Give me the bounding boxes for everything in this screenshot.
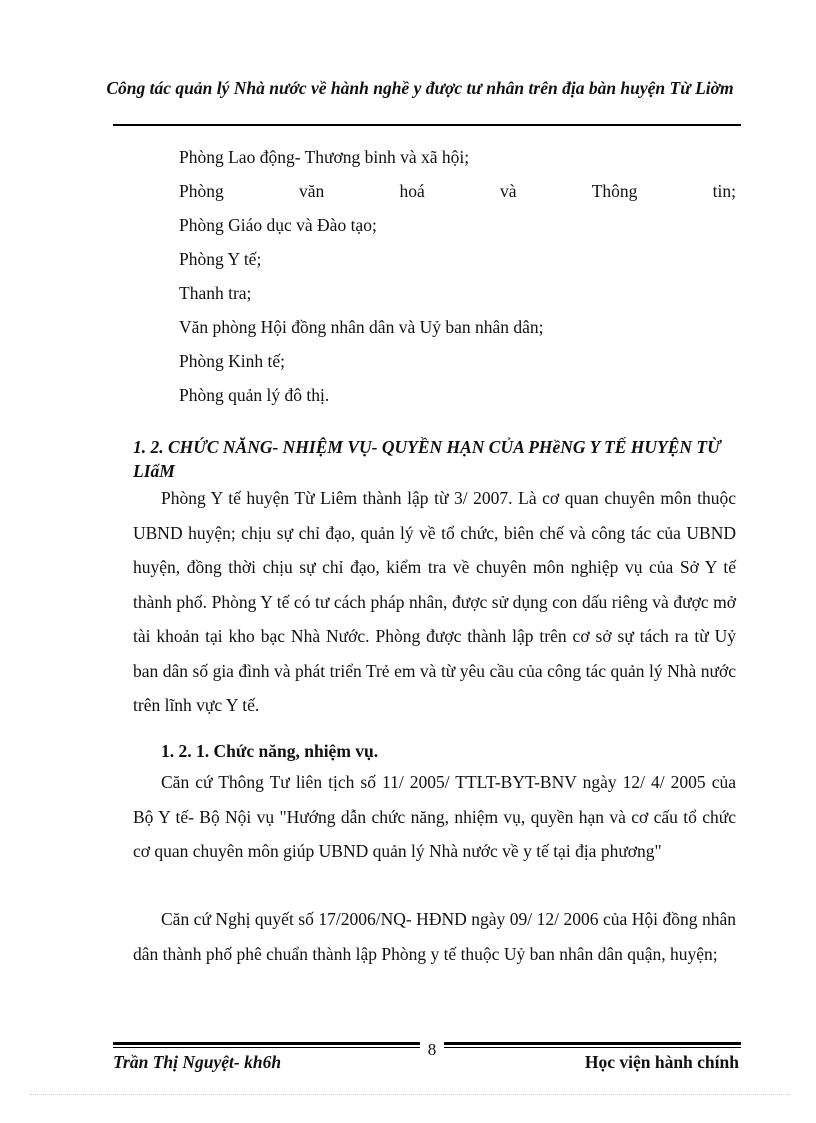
page-number: 8: [420, 1040, 444, 1060]
section-paragraph: Phòng Y tế huyện Từ Liêm thành lập từ 3/ 2007. Là cơ quan chuyên môn thuộc UBND huyện; chịu sự chỉ đạo, quản lý về tổ chức, biên chế và công tác của UBND huyện, đồng thời chịu sự chỉ đạo, kiểm tra về chuyên môn nghiệp vụ của Sở Y tế thành phố. Phòng Y tế có tư cách pháp nhân, được sử dụng con dấu riêng và được mở tài khoản tại kho bạc Nhà Nước. Phòng được thành lập trên cơ sở sự tách ra từ Uỷ ban dân số gia đình và phát triển Trẻ em và từ yêu cầu của công tác quản lý Nhà nước trên lĩnh vực Y tế.: [133, 488, 736, 715]
list-item-word: Phòng: [179, 181, 224, 201]
section-heading: 1. 2. CHỨC NĂNG- NHIỆM VỤ- QUYỀN HẠN CỦA PHềNG Y TẾ HUYỆN TỪ LIấM: [133, 437, 721, 481]
footer-author: Trần Thị Nguyệt- kh6h: [113, 1052, 282, 1072]
list-item-word: và: [499, 181, 517, 201]
page-header-title: Công tác quản lý Nhà nước về hành nghề y được tư nhân trên địa bàn huyện Từ Liờm: [106, 78, 734, 98]
list-item: Phòng Lao động- Thương binh và xã hội;: [179, 147, 470, 167]
list-item-word: văn: [298, 181, 325, 201]
list-item-word: hoá: [399, 181, 425, 201]
subsection-paragraph-1: Căn cứ Thông Tư liên tịch số 11/ 2005/ TTLT-BYT-BNV ngày 12/ 4/ 2005 của Bộ Y tế- Bộ Nội vụ "Hướng dẫn chức năng, nhiệm vụ, quyền hạn và cơ cấu tổ chức cơ quan chuyên môn giúp UBND quản lý Nhà nước về y tế tại địa phương": [133, 772, 736, 861]
page-bottom-border: [30, 1094, 790, 1095]
list-item-word: Thông: [591, 181, 638, 201]
list-item: [179, 177, 736, 211]
subsection-paragraph-2: Căn cứ Nghị quyết số 17/2006/NQ- HĐND ngày 09/ 12/ 2006 của Hội đồng nhân dân thành phố phê chuẩn thành lập Phòng y tế thuộc Uỷ ban nhân dân quận, huyện;: [133, 909, 736, 964]
list-item: Phòng Kinh tế;: [179, 351, 285, 371]
list-item: Phòng Giáo dục và Đào tạo;: [179, 215, 377, 235]
list-item: Thanh tra;: [179, 283, 252, 303]
list-item: Văn phòng Hội đồng nhân dân và Uỷ ban nhân dân;: [179, 317, 544, 337]
header-divider: [113, 124, 741, 126]
list-item-word: tin;: [712, 181, 736, 201]
subsection-heading: 1. 2. 1. Chức năng, nhiệm vụ.: [161, 741, 379, 761]
department-list: [179, 143, 736, 415]
footer-institution: Học viện hành chính: [584, 1052, 739, 1072]
list-item: Phòng Y tế;: [179, 249, 262, 269]
list-item: Phòng quản lý đô thị.: [179, 385, 330, 405]
